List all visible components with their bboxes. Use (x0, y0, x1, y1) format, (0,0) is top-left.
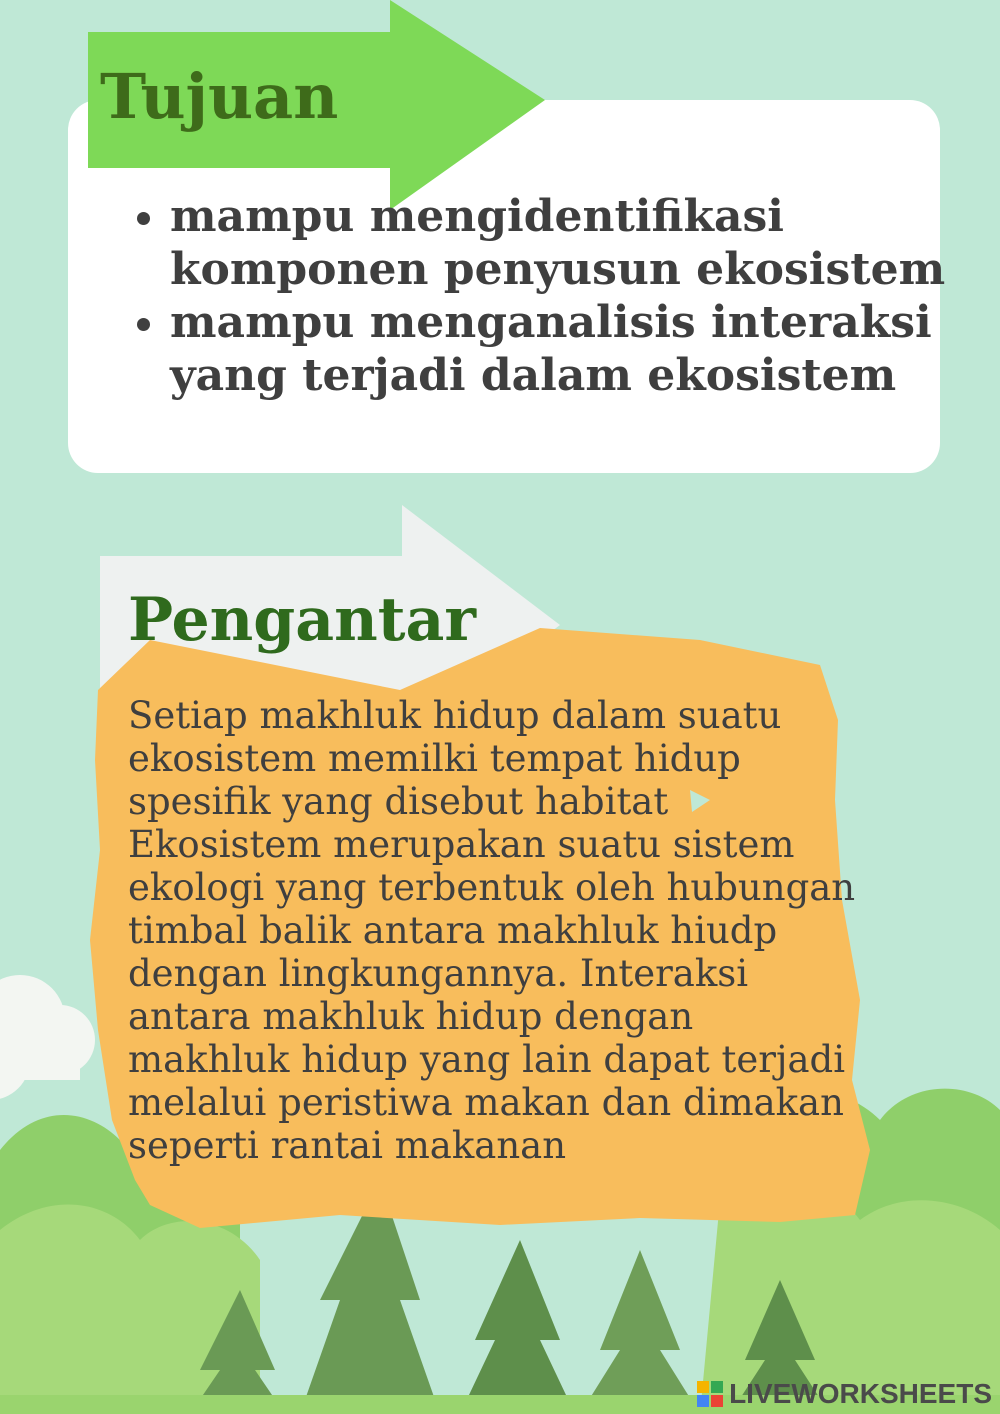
tujuan-bullet-list (120, 190, 970, 402)
watermark-text: LIVEWORKSHEETS (729, 1378, 992, 1409)
liveworksheets-logo-icon (697, 1381, 723, 1407)
pengantar-title: Pengantar (128, 585, 476, 655)
tujuan-title: Tujuan (100, 60, 339, 133)
list-item: • mampu mengidentifikasi komponen penyusun ekosistem (170, 190, 970, 296)
pengantar-text: Setiap makhluk hidup dalam suatu ekosistem memilki tempat hidup spesifik yang disebut habitat Ekosistem merupakan suatu sistem ekologi yang terbentuk oleh hubungan timbal balik antara makhluk hiudp dengan lingkungannya. Interaksi antara makhluk hidup dengan makhluk hidup yang lain dapat terjadi melalui peristiwa makan dan dimakan seperti rantai makanan (128, 694, 856, 1167)
list-item: • mampu menganalisis interaksi yang terjadi dalam ekosistem (170, 296, 970, 402)
watermark[interactable] (697, 1378, 992, 1410)
